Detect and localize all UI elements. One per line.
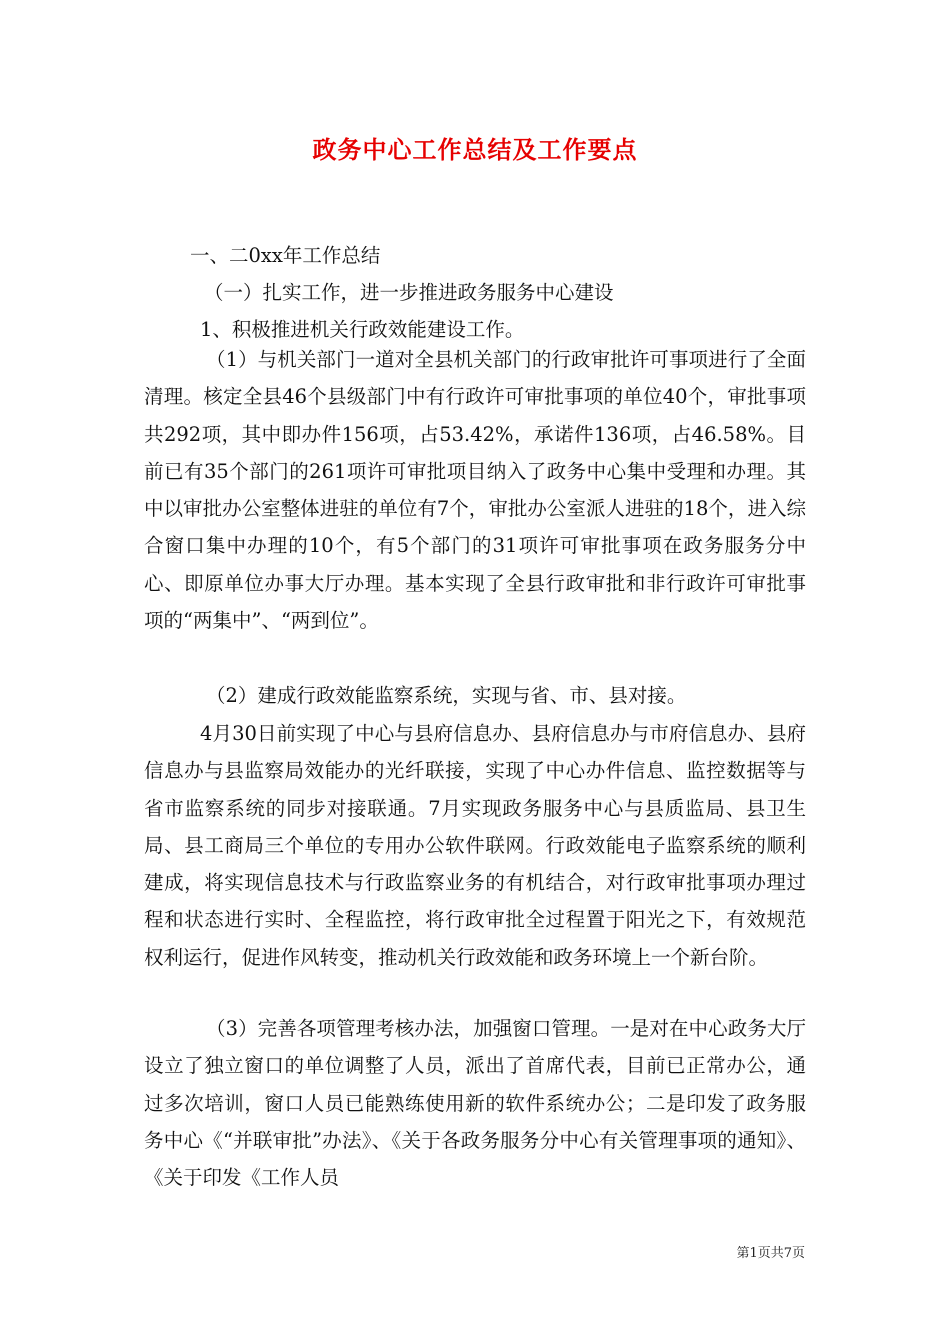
page-number: 第1页共7页 [736, 1246, 805, 1261]
body-paragraph-1: （1）与机关部门一道对全县机关部门的行政审批许可事项进行了全面清理。核定全县46个县级部门中有行政许可审批事项的单位40个，审批事项共292项，其中即办件156项，占53.42%，承诺件136项，占46.58%。目前已有35个部门的261项许可审批项目纳入了政务中心集中受理和办理。其中以审批办公室整体进驻的单位有7个，审批办公室派人进驻的18个，进入综合窗口集中办理的10个，有5个部门的31项许可审批事项在政务服务分中心、即原单位办事大厅办理。基本实现了全县行政审批和非行政许可审批事项的“两集中”、“两到位”。 [144, 348, 806, 633]
document-title: 政务中心工作总结及工作要点 [312, 135, 638, 164]
section-heading-3: 1、积极推进机关行政效能建设工作。 [200, 318, 525, 341]
section-heading-2: （一）扎实工作，进一步推进政务服务中心建设 [204, 281, 614, 304]
body-paragraph-4: （3）完善各项管理考核办法，加强窗口管理。一是对在中心政务大厅设立了独立窗口的单位调整了人员，派出了首席代表，目前已正常办公，通过多次培训，窗口人员已能熟练使用新的软件系统办公；二是印发了政务服务中心《“并联审批”办法》、《关于各政务服务分中心有关管理事项的通知》、《关于印发《工作人员 [144, 1017, 806, 1190]
body-paragraph-3: 4月30日前实现了中心与县府信息办、县府信息办与市府信息办、县府信息办与县监察局效能办的光纤联接，实现了中心办件信息、监控数据等与省市监察系统的同步对接联通。7月实现政务服务中心与县质监局、县卫生局、县工商局三个单位的专用办公软件联网。行政效能电子监察系统的顺利建成，将实现信息技术与行政监察业务的有机结合，对行政审批事项办理过程和状态进行实时、全程监控，将行政审批全过程置于阳光之下，有效规范权利运行，促进作风转变，推动机关行政效能和政务环境上一个新台阶。 [144, 722, 806, 969]
body-paragraph-2: （2）建成行政效能监察系统，实现与省、市、县对接。 [206, 684, 687, 707]
section-heading-1: 一、二0xx年工作总结 [190, 244, 381, 267]
